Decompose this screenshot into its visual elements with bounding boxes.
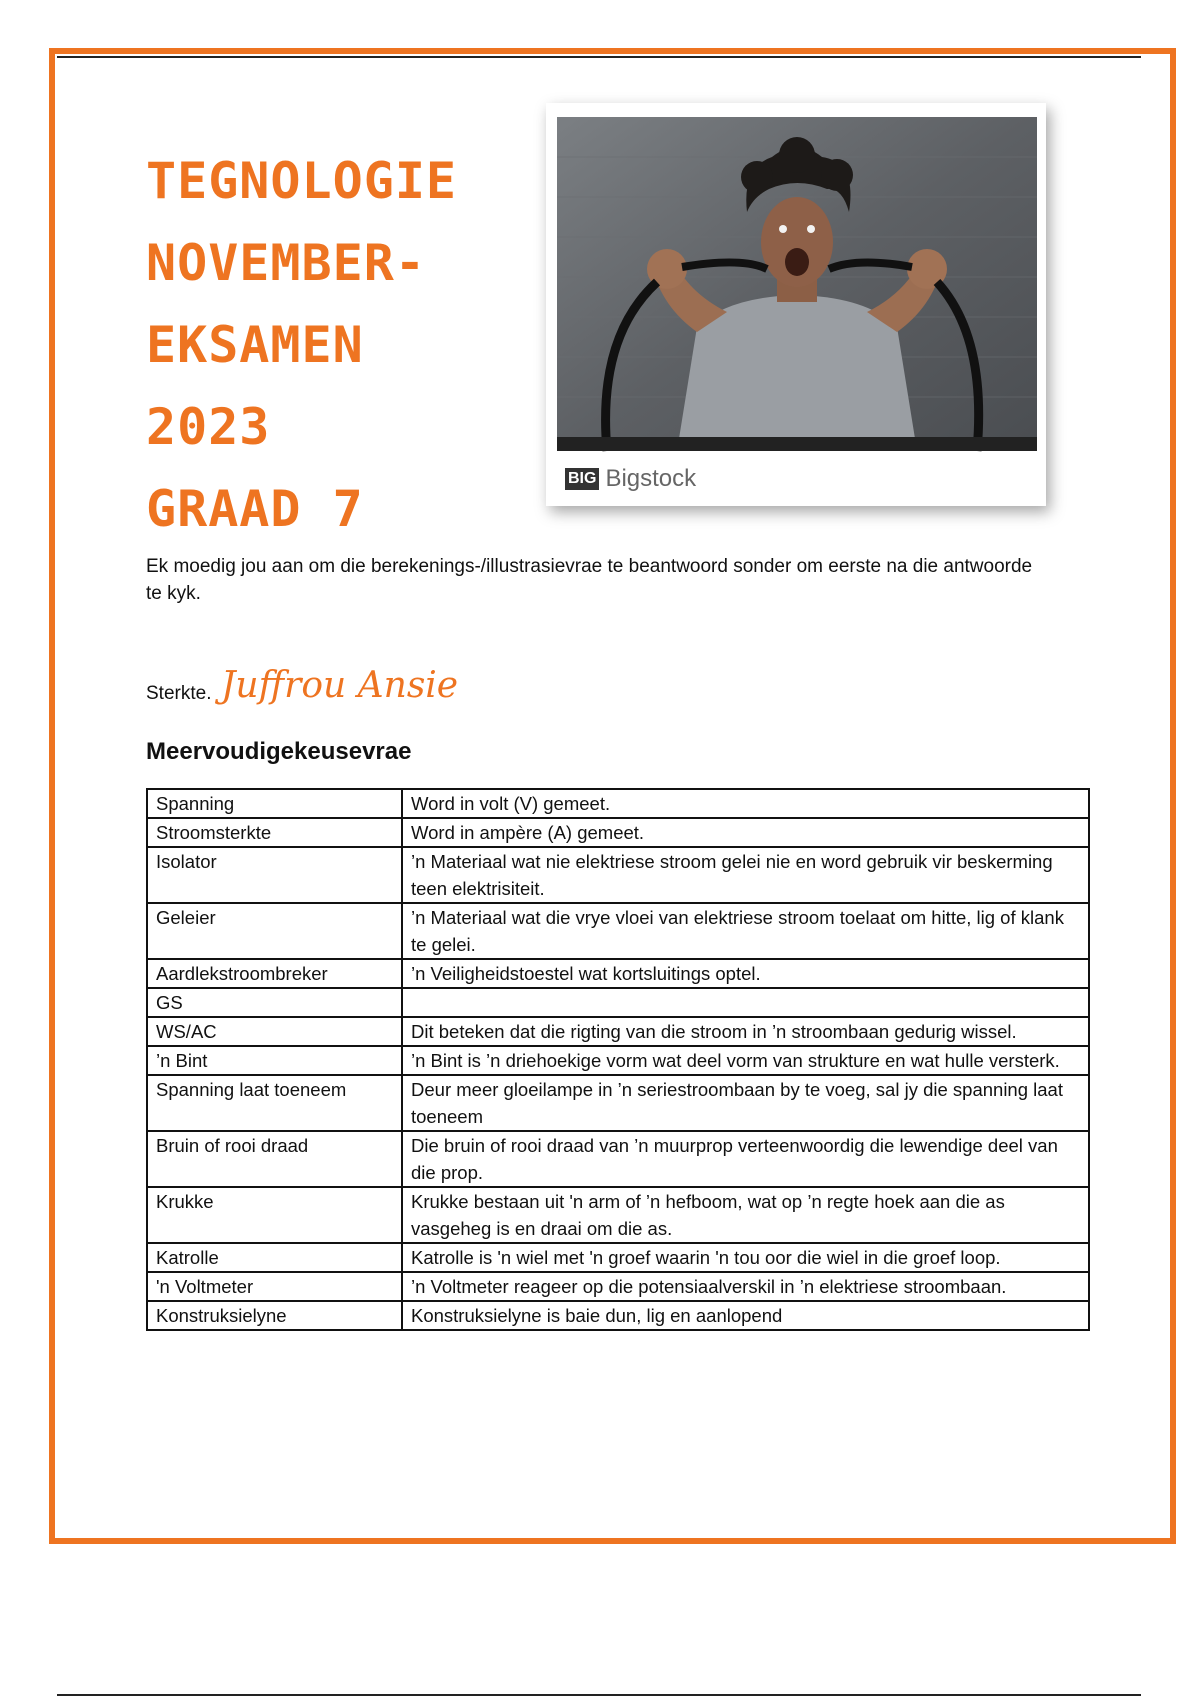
table-row xyxy=(147,847,1089,903)
definition-cell: Krukke bestaan uit 'n arm of ’n hefboom, wat op ’n regte hoek aan die as vasgeheg is en draai om die as. xyxy=(402,1187,1089,1243)
exam-title xyxy=(146,140,457,550)
term-cell: Spanning xyxy=(147,789,402,818)
definition-cell: Katrolle is 'n wiel met 'n groef waarin 'n tou oor die wiel in die groef loop. xyxy=(402,1243,1089,1272)
definition-cell: ’n Materiaal wat die vrye vloei van elektriese stroom toelaat om hitte, lig of klank te gelei. xyxy=(402,903,1089,959)
term-cell: Aardlekstroombreker xyxy=(147,959,402,988)
term-cell: Isolator xyxy=(147,847,402,903)
term-cell: ’n Bint xyxy=(147,1046,402,1075)
table-row xyxy=(147,1046,1089,1075)
definition-cell: Die bruin of rooi draad van ’n muurprop verteenwoordig die lewendige deel van die prop. xyxy=(402,1131,1089,1187)
definition-cell: ’n Bint is ’n driehoekige vorm wat deel vorm van strukture en wat hulle versterk. xyxy=(402,1046,1089,1075)
intro-text: Ek moedig jou aan om die berekenings-/illustrasievrae te beantwoord sonder om eerste na die antwoorde te kyk. xyxy=(146,556,1033,604)
table-row xyxy=(147,1017,1089,1046)
table-row xyxy=(147,1243,1089,1272)
signoff-text: Sterkte. xyxy=(146,683,212,704)
top-rule xyxy=(57,56,1141,58)
title-line: NOVEMBER- xyxy=(146,234,426,292)
term-cell: 'n Voltmeter xyxy=(147,1272,402,1301)
electrocuted-man-photo xyxy=(557,117,1037,451)
table-row xyxy=(147,959,1089,988)
definition-cell: Word in ampère (A) gemeet. xyxy=(402,818,1089,847)
table-row xyxy=(147,988,1089,1017)
table-row xyxy=(147,1187,1089,1243)
term-cell: Stroomsterkte xyxy=(147,818,402,847)
table-row xyxy=(147,789,1089,818)
definition-cell: Dit beteken dat die rigting van die stroom in ’n stroombaan gedurig wissel. xyxy=(402,1017,1089,1046)
definition-cell: Deur meer gloeilampe in ’n seriestroombaan by te voeg, sal jy die spanning laat toeneem xyxy=(402,1075,1089,1131)
term-cell: Spanning laat toeneem xyxy=(147,1075,402,1131)
definition-cell: ’n Voltmeter reageer op die potensiaalverskil in ’n elektriese stroombaan. xyxy=(402,1272,1089,1301)
definition-cell: ’n Materiaal wat nie elektriese stroom gelei nie en word gebruik vir beskerming teen elektrisiteit. xyxy=(402,847,1089,903)
photo-card xyxy=(546,103,1046,506)
title-line: GRAAD 7 xyxy=(146,480,364,538)
term-cell: Katrolle xyxy=(147,1243,402,1272)
definitions-table xyxy=(146,788,1090,1331)
bigstock-logo-icon: BIG xyxy=(565,468,599,490)
table-row xyxy=(147,1075,1089,1131)
title-line: TEGNOLOGIE xyxy=(146,152,458,210)
handwritten-signature xyxy=(219,655,459,717)
photo-illustration xyxy=(557,117,1037,451)
term-cell: Krukke xyxy=(147,1187,402,1243)
signature-text: Juffrou Ansie xyxy=(221,665,459,706)
title-line: EKSAMEN xyxy=(146,316,364,374)
definition-cell xyxy=(402,988,1089,1017)
photo-source xyxy=(565,465,696,493)
section-heading: Meervoudigekeusevrae xyxy=(146,738,412,765)
term-cell: Konstruksielyne xyxy=(147,1301,402,1330)
definition-cell: ’n Veiligheidstoestel wat kortsluitings optel. xyxy=(402,959,1089,988)
bottom-rule xyxy=(57,1694,1141,1696)
term-cell: Bruin of rooi draad xyxy=(147,1131,402,1187)
table-row xyxy=(147,903,1089,959)
title-line: 2023 xyxy=(146,398,271,456)
photo-source-name: Bigstock xyxy=(605,465,697,492)
term-cell: Geleier xyxy=(147,903,402,959)
signoff xyxy=(146,655,459,717)
term-cell: WS/AC xyxy=(147,1017,402,1046)
table-row xyxy=(147,1272,1089,1301)
definition-cell: Konstruksielyne is baie dun, lig en aanlopend xyxy=(402,1301,1089,1330)
table-row xyxy=(147,818,1089,847)
table-row xyxy=(147,1131,1089,1187)
definition-cell: Word in volt (V) gemeet. xyxy=(402,789,1089,818)
table-row xyxy=(147,1301,1089,1330)
term-cell: GS xyxy=(147,988,402,1017)
